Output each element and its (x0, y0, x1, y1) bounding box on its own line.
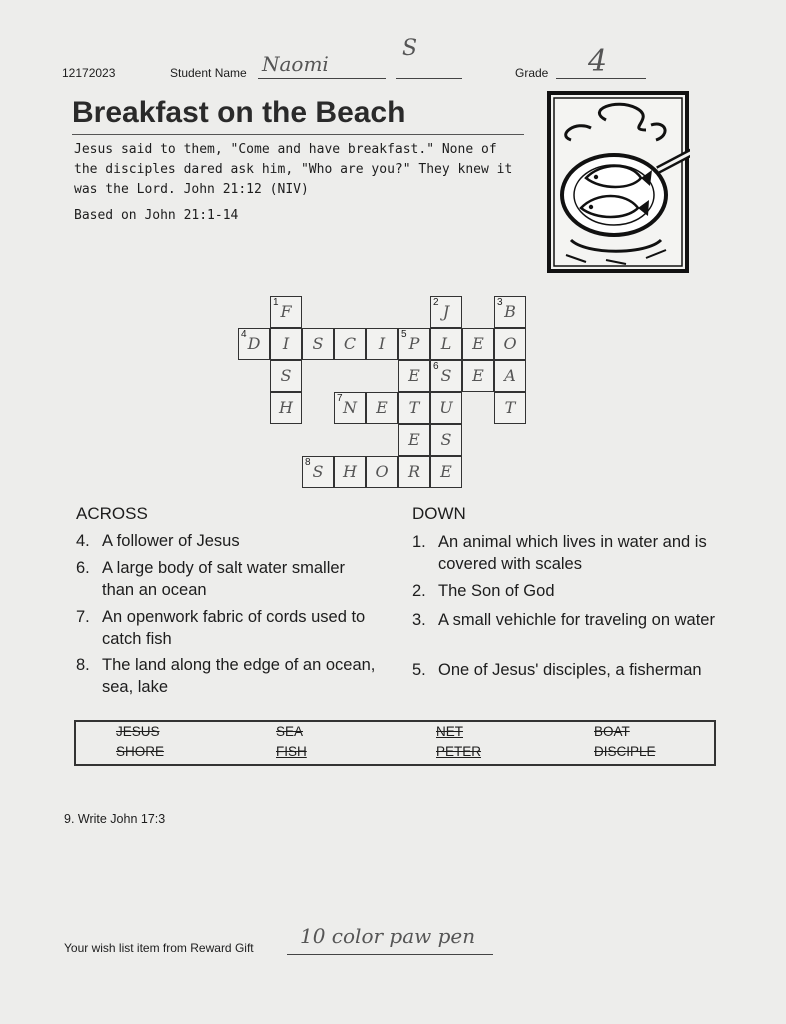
crossword-letter: E (472, 366, 484, 385)
down-heading: DOWN (412, 504, 466, 523)
crossword-cell (334, 392, 366, 424)
clue-text: The Son of God (438, 582, 555, 600)
crossword-letter: E (472, 334, 484, 353)
crossword-clue-number: 8 (305, 457, 311, 468)
word-bank-item: FISH (276, 744, 307, 759)
down-clue (412, 531, 712, 575)
crossword-cell (238, 328, 270, 360)
down-clue (412, 659, 712, 681)
crossword-letter: F (280, 302, 292, 321)
crossword-letter: P (408, 334, 420, 353)
clue-number: 8. (76, 656, 90, 674)
student-name-line-2 (396, 78, 462, 79)
crossword-cell (430, 296, 462, 328)
crossword-cell (366, 392, 398, 424)
page-title: Breakfast on the Beach (72, 96, 406, 129)
word-bank (74, 720, 716, 766)
crossword-cell (398, 456, 430, 488)
clue-text: A small vehichle for traveling on water (438, 611, 715, 629)
clue-number: 6. (76, 559, 90, 577)
crossword-letter: A (504, 366, 516, 385)
clue-text: An animal which lives in water and is covered with scales (438, 533, 707, 573)
student-name-value: Naomi (262, 52, 329, 76)
crossword-letter: U (439, 398, 453, 417)
wish-list-line (287, 954, 493, 955)
crossword-letter: H (279, 398, 293, 417)
across-clue (76, 557, 366, 601)
crossword-cell (270, 296, 302, 328)
crossword-letter: C (343, 334, 357, 353)
crossword-letter: N (343, 398, 357, 417)
crossword-letter: S (280, 366, 292, 385)
question-9: 9. Write John 17:3 (64, 812, 166, 826)
clue-number: 5. (412, 661, 426, 679)
crossword-letter: O (375, 462, 389, 481)
crossword-cell (334, 456, 366, 488)
word-bank-item: SEA (276, 724, 304, 739)
word-bank-item: DISCIPLE (594, 744, 656, 759)
clue-text: An openwork fabric of cords used to catch fish (102, 608, 366, 648)
crossword-cell (430, 392, 462, 424)
word-bank-item: BOAT (594, 724, 630, 739)
crossword-letter: S (312, 462, 324, 481)
crossword-cell (302, 328, 334, 360)
clue-number: 4. (76, 532, 90, 550)
across-heading: ACROSS (76, 504, 148, 523)
based-on-text: Based on John 21:1-14 (74, 208, 239, 223)
grade-label: Grade (515, 66, 549, 80)
crossword-letter: D (247, 334, 261, 353)
crossword-clue-number: 3 (497, 297, 503, 308)
wish-list-value: 10 color paw pen (300, 924, 476, 948)
crossword-letter: S (440, 430, 452, 449)
word-bank-item: NET (436, 724, 463, 739)
verse-text: Jesus said to them, "Come and have breakfast." None of the disciples dared ask him, "Who are you?" They knew it was the Lord. John 21:12 (NIV) (74, 142, 513, 197)
crossword-cell (494, 328, 526, 360)
crossword-letter: E (408, 366, 420, 385)
student-name-extra: S (402, 36, 418, 61)
title-rule (72, 134, 524, 135)
crossword-letter: E (376, 398, 388, 417)
clue-number: 7. (76, 608, 90, 626)
crossword-grid (230, 290, 560, 490)
crossword-cell (494, 360, 526, 392)
crossword-cell (366, 456, 398, 488)
grade-value: 4 (588, 44, 608, 79)
crossword-cell (398, 360, 430, 392)
crossword-clue-number: 7 (337, 393, 343, 404)
crossword-letter: L (440, 334, 452, 353)
crossword-clue-number: 6 (433, 361, 439, 372)
clue-number: 1. (412, 533, 426, 551)
student-name-label: Student Name (170, 66, 247, 80)
frying-pan-fish-illustration (546, 90, 690, 274)
clue-text: A large body of salt water smaller than an ocean (102, 559, 346, 599)
crossword-cell (462, 328, 494, 360)
crossword-letter: S (312, 334, 324, 353)
wish-list-label: Your wish list item from Reward Gift (64, 941, 254, 955)
crossword-cell (430, 360, 462, 392)
across-clue (76, 654, 376, 698)
crossword-letter: B (504, 302, 516, 321)
clue-number: 3. (412, 611, 426, 629)
crossword-letter: T (504, 398, 516, 417)
crossword-letter: I (378, 334, 386, 353)
crossword-cell (494, 296, 526, 328)
document-id: 12172023 (62, 66, 116, 80)
crossword-cell (270, 360, 302, 392)
crossword-cell (398, 392, 430, 424)
crossword-cell (398, 424, 430, 456)
crossword-clue-number: 4 (241, 329, 247, 340)
crossword-letter: S (440, 366, 452, 385)
crossword-letter: H (343, 462, 357, 481)
crossword-cell (270, 392, 302, 424)
crossword-cell (270, 328, 302, 360)
crossword-cell (430, 456, 462, 488)
word-bank-item: PETER (436, 744, 482, 759)
crossword-cell (334, 328, 366, 360)
crossword-cell (462, 360, 494, 392)
crossword-letter: E (408, 430, 420, 449)
crossword-clue-number: 5 (401, 329, 407, 340)
clue-text: A follower of Jesus (102, 532, 240, 550)
crossword-letter: O (503, 334, 517, 353)
word-bank-item: SHORE (116, 744, 165, 759)
crossword-cell (430, 328, 462, 360)
crossword-clue-number: 2 (433, 297, 439, 308)
crossword-letter: I (282, 334, 290, 353)
crossword-cell (494, 392, 526, 424)
crossword-cell (398, 328, 430, 360)
crossword-letter: E (440, 462, 452, 481)
student-name-line (258, 78, 386, 79)
word-bank-item: JESUS (116, 724, 160, 739)
crossword-clue-number: 1 (273, 297, 279, 308)
crossword-letter: T (408, 398, 420, 417)
clue-number: 2. (412, 582, 426, 600)
crossword-cell (366, 328, 398, 360)
crossword-letter: J (442, 302, 450, 321)
clue-text: The land along the edge of an ocean, sea, lake (102, 656, 376, 696)
across-clue (76, 606, 366, 650)
down-clue (412, 609, 722, 631)
crossword-cell (302, 456, 334, 488)
clue-text: One of Jesus' disciples, a fisherman (438, 661, 702, 679)
across-clue (76, 530, 376, 552)
crossword-cell (430, 424, 462, 456)
down-clue (412, 580, 712, 602)
crossword-letter: R (407, 462, 421, 481)
